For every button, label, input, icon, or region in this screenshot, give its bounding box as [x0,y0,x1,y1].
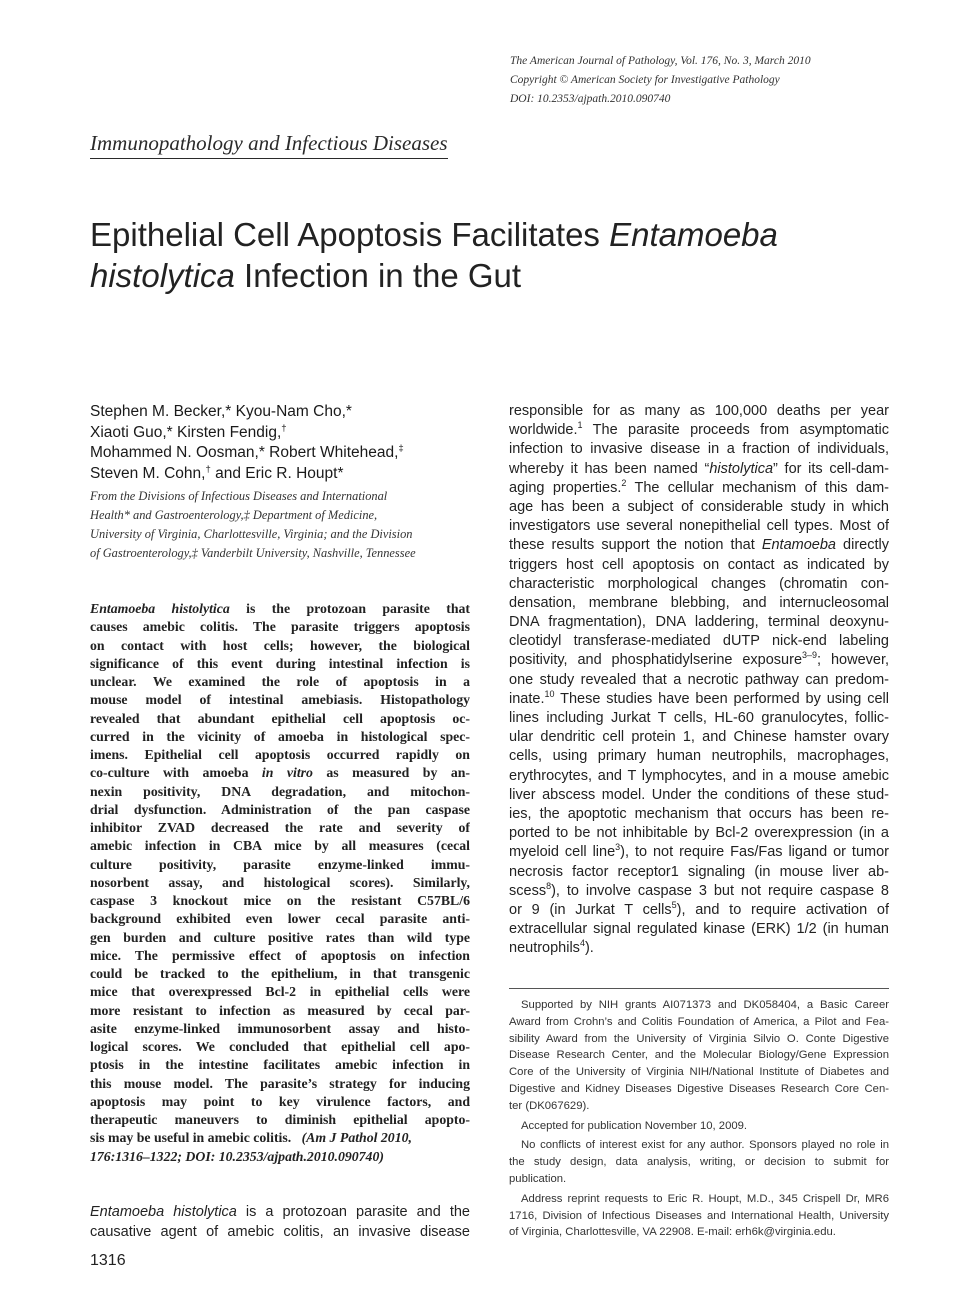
affiliation-line: University of Virginia, Charlottesville, Virginia; and the Division [90,527,413,541]
body-line: densation, membrane blebbing, and internucleosomal [509,594,889,611]
author-line: Steven M. Cohn,† and Eric R. Houpt* [90,463,344,482]
footnote-line: Accepted for publication November 10, 2009. [521,1119,748,1132]
abstract-line: therapeutic maneuvers to diminish epithelial apopto- [90,1112,470,1127]
abstract-line: amebic infection in CBA mice by all measures (cecal [90,838,470,854]
affiliation-line: of Gastroenterology,‡ Vanderbilt University, Nashville, Tennessee [90,546,416,560]
abstract-line: more resistant to infection as measured by cecal par- [90,1002,470,1018]
body-line: lines including Jurkat T cells, HL-60 granulocytes, follic- [509,710,889,726]
abstract-line: sis may be useful in amebic colitis. (Am J Pathol 2010, [90,1130,412,1146]
abstract-line: asite enzyme-linked immunosorbent assay and histo- [90,1020,470,1036]
copyright-line: Copyright © American Society for Investigative Pathology [510,74,780,86]
abstract-line: imens. Epithelial cell apoptosis occurred rapidly on [90,747,470,762]
abstract-line: on contact with host cells; however, the biological [90,637,470,653]
body-line: whereby it has been named “histolytica” for its cell-dam- [509,460,889,477]
journal-header [510,52,910,109]
body-line: positivity, and phosphatidylserine exposure$^{3-9}$; however, [509,651,889,669]
body-line: neutrophils$^4$). [509,938,594,957]
body-line: erythrocytes, and T lymphocytes, and in a mouse amebic [509,767,889,784]
abstract-line: significance of this event during intestinal infection is [90,655,470,671]
abstract-line: causes amebic colitis. The parasite triggers apoptosis [90,619,470,635]
footnote-line: Supported by NIH grants AI071373 and DK058404, a Basic Career [521,999,889,1011]
body-line: liver abscess model. Under the conditions of these stud- [509,786,889,803]
abstract-line: could be tracked to the epithelium, in that transgenic [90,966,470,981]
title-text: Infection in the Gut [234,257,522,294]
affiliations [90,487,475,563]
footnote-line: sibility Award from the University of Virginia Silvio O. Conte Digestive [509,1032,889,1045]
funding-footnote [509,997,889,1115]
abstract-line: drial dysfunction. Administration of the pan caspase [90,801,470,817]
body-line: causative agent of amebic colitis, an invasive disease [90,1223,470,1240]
body-line: cells, using primary human neutrophils, macrophages, [509,748,889,765]
body-line: myeloid cell line$^3$), to not require Fas/Fas ligand or tumor [509,843,889,861]
footnote-line: Award from Crohn’s and Colitis Foundation of America, a Pilot and Fea- [509,1015,889,1028]
body-line: ported to be not inhibitable by Bcl-2 overexpression (in a [509,825,889,842]
footnote-line: Address reprint requests to Eric R. Houpt, M.D., 345 Crispell Dr, MR6 [521,1192,889,1205]
body-text-right-column [509,402,889,958]
body-line: or 9 (in Jurkat T cells$^5$), and to require activation of [509,900,889,918]
footnote-line: publication. [509,1172,567,1185]
abstract-line: mice. The permissive effect of apoptosis on infection [90,947,470,963]
author-line: Stephen M. Becker,* Kyou-Nam Cho,* [90,403,352,420]
doi-line: DOI: 10.2353/ajpath.2010.090740 [510,93,671,105]
author-list [90,402,470,484]
body-line: Entamoeba histolytica is a protozoan parasite and the [90,1204,470,1220]
body-line: investigators use several nonepithelial cell types. Most of [509,518,889,535]
abstract-line: this mouse model. The parasite’s strategy for inducing [90,1075,470,1091]
intro-paragraph-start [90,1203,470,1242]
abstract-line: unclear. We examined the role of apoptosis in a [90,674,470,689]
author-line: Xiaoti Guo,* Kirsten Fendig,† [90,422,287,441]
abstract-line: nosorbent assay, and histological scores). Similarly, [90,874,470,890]
section-heading: Immunopathology and Infectious Diseases [90,131,448,159]
title-text: Epithelial Cell Apoptosis Facilitates [90,216,610,253]
footnote-line: No conflicts of interest exist for any author. Sponsors played no role in [521,1139,889,1152]
conflicts-footnote [509,1137,889,1187]
body-line: worldwide.$^1$ The parasite proceeds from asymptomatic [509,421,889,439]
body-line: ies, the apoptotic mechanism that occurs has been re- [509,805,889,822]
abstract-line: mouse model of intestinal amebiasis. Histopathology [90,692,470,708]
accepted-footnote [509,1118,889,1135]
body-line: triggers host cell apoptosis on contact as indicated by [509,556,889,573]
footnote-line: ter (DK067629). [509,1099,590,1112]
abstract [90,600,470,1166]
abstract-line: curred in the vicinity of amoeba in histological spec- [90,728,470,744]
body-line: characteristic morphological changes (chromatin con- [509,575,889,592]
body-line: responsible for as many as 100,000 deaths per year [509,403,889,419]
body-line: extracellular signal regulated kinase (ERK) 1/2 (in human [509,921,889,938]
abstract-line: caspase 3 knockout mice on the resistant C57BL/6 [90,893,470,908]
title-italic-genus: Entamoeba [609,216,778,253]
body-line: DNA fragmentation), DNA laddering, terminal deoxynu- [509,614,889,631]
body-line: aging properties.$^2$ The cellular mechanism of this dam- [509,478,889,496]
abstract-line: Entamoeba histolytica is the protozoan parasite that [90,601,470,616]
footnote-divider [509,988,889,989]
affiliation-line: From the Divisions of Infectious Diseases and International [90,489,388,503]
page-number: 1316 [90,1252,126,1269]
author-line: Mohammed N. Oosman,* Robert Whitehead,‡ [90,442,404,461]
footnote-line: Disease Research Center, and the Molecular Biology/Gene Expression [509,1049,889,1062]
body-line: one study revealed that a necrotic pathway can predom- [509,671,889,688]
body-line: age has been a subject of considerable study in which [509,498,889,515]
abstract-line: logical scores. We concluded that epithelial cell apo- [90,1039,470,1054]
abstract-line: co-culture with amoeba in vitro as measured by an- [90,765,470,781]
body-line: scess$^8$), to involve caspase 3 but not require caspase 8 [509,881,889,899]
abstract-line: apoptosis may point to key virulence factors, and [90,1093,470,1109]
footnote-line: Core of the University of Virginia NIH/National Institute of Diabetes and [509,1066,889,1079]
body-line: cleotidyl transferase-mediated dUTP nick-end labeling [509,633,889,650]
abstract-citation: (Am J Pathol 2010, [291,1130,412,1146]
abstract-citation: 176:1316–1322; DOI: 10.2353/ajpath.2010.090740) [90,1148,384,1164]
abstract-line: nexin positivity, DNA degradation, and mitochon- [90,783,470,799]
body-line: infection to invasive disease in a fraction of individuals, [509,441,889,458]
abstract-line: revealed that abundant epithelial cell apoptosis oc- [90,710,470,726]
footnotes [509,997,889,1244]
body-line: necrosis factor receptor1 signaling (in mouse liver ab- [509,863,889,880]
abstract-line: background exhibited even lower cecal parasite anti- [90,911,470,927]
abstract-line: gen burden and culture positive rates than wild type [90,929,470,945]
abstract-line: inhibitor ZVAD decreased the rate and severity of [90,820,470,835]
footnote-line: the study design, data analysis, writing, or decision to submit for [509,1156,889,1169]
body-line: ular dendritic cell protein 1, and Chinese hamster ovary [509,729,889,746]
abstract-line: mice that overexpressed Bcl-2 in epithelial cells were [90,984,470,1000]
journal-citation: The American Journal of Pathology, Vol. 176, No. 3, March 2010 [510,55,811,67]
footnote-line: of Virginia, Charlottesville, VA 22908. E-mail: erh6k@virginia.edu. [509,1226,836,1239]
address-footnote [509,1191,889,1241]
abstract-line: culture positivity, parasite enzyme-linked immu- [90,856,470,872]
body-line: these results support the notion that Entamoeba directly [509,537,889,554]
abstract-line: ptosis in the intestine facilitates amebic infection in [90,1057,470,1073]
article-title [90,214,910,296]
footnote-line: 1716, Division of Infectious Diseases and International Health, University [509,1209,889,1222]
body-line: inate.$^{10}$ These studies have been performed by using cell [509,689,889,707]
affiliation-line: Health* and Gastroenterology,‡ Department of Medicine, [90,508,378,522]
title-italic-species: histolytica [90,257,235,294]
footnote-line: Digestive and Kidney Diseases Digestive Diseases Research Core Cen- [509,1082,889,1095]
